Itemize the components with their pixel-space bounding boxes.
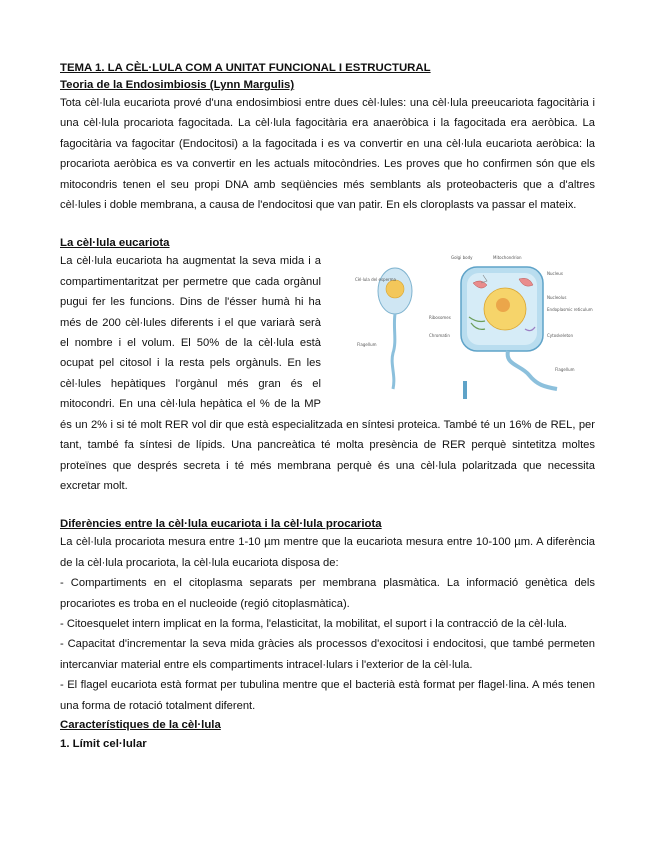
differences-item: - Citoesquelet intern implicat en la forma, l'elasticitat, la mobilitat, el suport i la contracció de la cèl·lula. [60, 617, 568, 630]
eukaryote-heading: La cèl·lula eucariota [60, 237, 170, 250]
cell-diagram [333, 253, 595, 401]
differences-item: - Compartiments en el citoplasma separats per membrana plasmàtica. La informació genètica dels procariotes es troba en el nucleoide (regió citoplasmàtica). [60, 577, 595, 610]
differences-intro: La cèl·lula procariota mesura entre 1-10 µm mentre que la eucariota mesura entre 10-100 µm. A diferència de la cèl·lula procariota, la cèl·lula eucariota disposa de: [60, 536, 595, 569]
golgi-label: Golgi body [451, 255, 473, 261]
nucleolus-label: Nucleolus [547, 295, 567, 301]
chromatin-label: Chromatin [429, 333, 450, 339]
left-flagellum-label: Flagellum [357, 342, 377, 348]
ribosomes-label: Ribosomes [429, 315, 451, 321]
eukaryote-paragraph: La cèl·lula eucariota ha augmentat la seva mida i a compartimentaritzat per permetre que cada orgànul pugui fer les funcions. Dins de l'ésser humà hi ha més de 200 cèl·lules diferents i el que variarà serà el nombre i el volum. El 50% de la cèl·lula està ocupat pel citosol i la resta pels orgànuls. En les cèl·lules hepàtiques l'orgànul més gran és el mitocondri. En una cèl·lula hepàtica el % de la MP és un 2% i si té molt RER vol dir que està especialitzada en síntesi proteica. També té un 16% de REL, per tant, també fa síntesi de lípids. Una pancreàtica té molta presència de RER perquè sintetitza moltes proteïnes que després secreta i té més membrana perquè és una cèl·lula polaritzada que necessita excretar molt. [60, 255, 595, 492]
differences-heading: Diferències entre la cèl·lula eucariota i la cèl·lula procariota [60, 518, 382, 531]
cell-diagram-figure [333, 253, 595, 401]
nucleus-label: Nucleus [547, 271, 563, 277]
small-cell-illustration [378, 268, 412, 389]
differences-item: - El flagel eucariota està format per tubulina mentre que el bacterià està format per flagel·lina. A més tenen una forma de rotació totalment diferent. [60, 679, 595, 712]
characteristics-heading: Característiques de la cèl·lula [60, 718, 221, 731]
page-title: TEMA 1. LA CÈL·LULA COM A UNITAT FUNCIONAL I ESTRUCTURAL [60, 62, 431, 74]
eukaryotic-cell-illustration [461, 267, 557, 399]
left-cell-label: Cèl·lula del esperma [355, 277, 396, 283]
document-page [60, 60, 595, 753]
differences-item: - Capacitat d'incrementar la seva mida gràcies als processos d'exocitosi i endocitosi, que també permeten intercanviar material entre els compartiments intracel·lulars i l'exterior de la cèl·lula. [60, 638, 595, 671]
flagellum-label: Flagellum [555, 367, 575, 373]
limit-subheading: 1. Límit cel·lular [60, 737, 147, 750]
mitochondrion-label: Mitochondrion [493, 255, 522, 261]
eukaryote-section [60, 251, 595, 496]
er-label: Endoplasmic reticulum [547, 307, 593, 313]
cytoskeleton-label: Cytoskeleton [547, 333, 574, 339]
endosymbiosis-heading: Teoria de la Endosimbiosis (Lynn Margulis) [60, 79, 295, 91]
endosymbiosis-paragraph: Tota cèl·lula eucariota prové d'una endosimbiosi entre dues cèl·lules: una cèl·lula preeucariota fagocitària i una cèl·lula procariota fagocitada. La cèl·lula fagocitària era anaeròbica i la fagocitada era aeròbica. La fagocitària va fagocitar (Endocitosi) a la fagocitada i es va convertir en una cèl·lula eucariota aeròbica: la procariota aeròbica es va convertir en les actuals mitocòndries. Les proves que ho confirmen són que els mitocondris tenen el seu propi DNA amb seqüències més semblants als proteobacteris que a d'altres cèl·lules i doble membrana, a causa de l'endocitosi que van patir. En els cloroplasts va passar el mateix. [60, 97, 595, 212]
